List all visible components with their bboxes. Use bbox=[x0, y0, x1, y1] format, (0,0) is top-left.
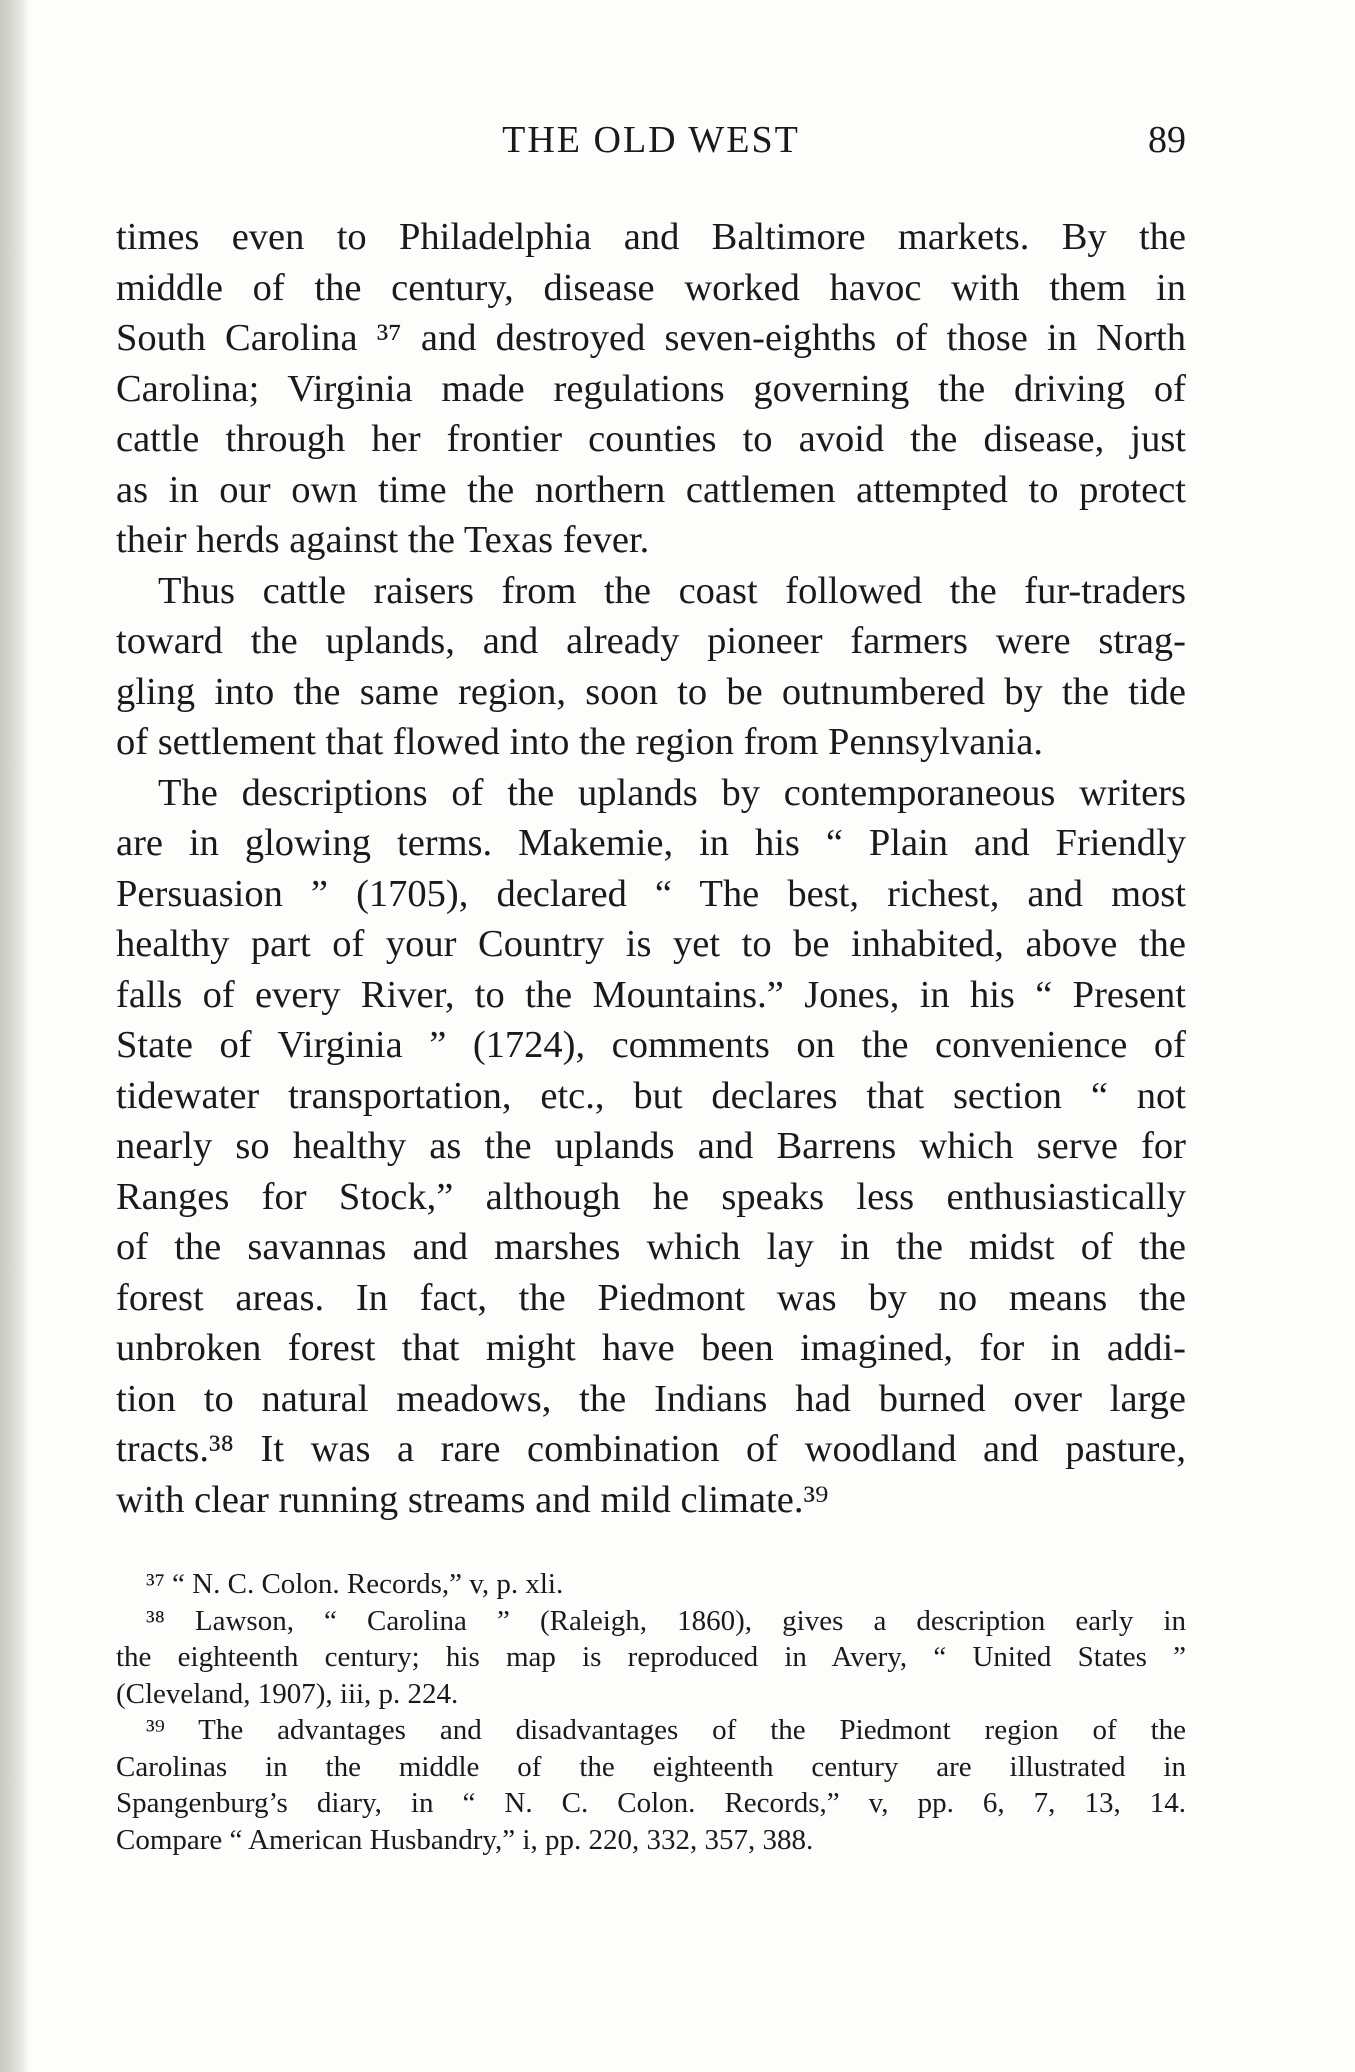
footnote-line: Carolinas in the middle of the eighteenth century are illustrated in bbox=[116, 1750, 1186, 1783]
body-line: The descriptions of the uplands by contemporaneous writers bbox=[158, 771, 1186, 814]
footnote-line: Compare “ American Husbandry,” i, pp. 220, 332, 357, 388. bbox=[116, 1823, 814, 1856]
body-line: unbroken forest that might have been imagined, for in addi- bbox=[116, 1327, 1186, 1369]
footnote-line: (Cleveland, 1907), iii, p. 224. bbox=[116, 1677, 459, 1710]
body-line: Carolina; Virginia made regulations governing the driving of bbox=[116, 367, 1186, 410]
body-line: Thus cattle raisers from the coast followed the fur-traders bbox=[158, 569, 1186, 612]
body-line: healthy part of your Country is yet to be inhabited, above the bbox=[116, 923, 1186, 965]
footnotes bbox=[116, 1566, 1186, 1858]
body-line: South Carolina ³⁷ and destroyed seven-eighths of those in North bbox=[116, 317, 1186, 359]
body-line: times even to Philadelphia and Baltimore markets. By the bbox=[116, 216, 1186, 258]
body-line: their herds against the Texas fever. bbox=[116, 519, 650, 561]
body-line: tion to natural meadows, the Indians had burned over large bbox=[116, 1377, 1186, 1420]
body-line: gling into the same region, soon to be outnumbered by the tide bbox=[116, 670, 1186, 713]
body-line: nearly so healthy as the uplands and Barrens which serve for bbox=[116, 1125, 1186, 1167]
footnote-line: the eighteenth century; his map is reproduced in Avery, “ United States ” bbox=[116, 1641, 1186, 1673]
running-head bbox=[116, 118, 1186, 168]
footnote-39: ³⁹ The advantages and disadvantages of the Piedmont region of the bbox=[146, 1714, 1186, 1746]
body-line: toward the uplands, and already pioneer farmers were strag- bbox=[116, 620, 1186, 662]
body-text bbox=[116, 212, 1186, 1525]
footnote-37: ³⁷ “ N. C. Colon. Records,” v, p. xli. bbox=[146, 1568, 564, 1600]
body-line: falls of every River, to the Mountains.” Jones, in his “ Present bbox=[116, 973, 1186, 1016]
page-gutter-shadow bbox=[0, 0, 30, 2072]
body-line: Persuasion ” (1705), declared “ The best, richest, and most bbox=[116, 872, 1186, 915]
body-line: State of Virginia ” (1724), comments on the convenience of bbox=[116, 1024, 1186, 1066]
footnote-line: Spangenburg’s diary, in “ N. C. Colon. Records,” v, pp. 6, 7, 13, 14. bbox=[116, 1787, 1186, 1819]
running-title: THE OLD WEST bbox=[502, 119, 800, 161]
body-line: of settlement that flowed into the region from Pennsylvania. bbox=[116, 721, 1043, 763]
body-line: Ranges for Stock,” although he speaks less enthusiastically bbox=[116, 1175, 1186, 1218]
page-number: 89 bbox=[1148, 119, 1186, 161]
body-line: are in glowing terms. Makemie, in his “ Plain and Friendly bbox=[116, 822, 1186, 864]
body-line: of the savannas and marshes which lay in the midst of the bbox=[116, 1226, 1186, 1268]
body-line: forest areas. In fact, the Piedmont was by no means the bbox=[116, 1276, 1186, 1319]
body-line: cattle through her frontier counties to avoid the disease, just bbox=[116, 418, 1186, 460]
footnote-38: ³⁸ Lawson, “ Carolina ” (Raleigh, 1860), gives a description early in bbox=[146, 1604, 1186, 1637]
body-line: with clear running streams and mild climate.³⁹ bbox=[116, 1478, 829, 1521]
body-line: as in our own time the northern cattlemen attempted to protect bbox=[116, 468, 1186, 511]
body-line: tracts.³⁸ It was a rare combination of woodland and pasture, bbox=[116, 1428, 1186, 1470]
body-line: middle of the century, disease worked havoc with them in bbox=[116, 266, 1186, 309]
body-line: tidewater transportation, etc., but declares that section “ not bbox=[116, 1074, 1186, 1117]
